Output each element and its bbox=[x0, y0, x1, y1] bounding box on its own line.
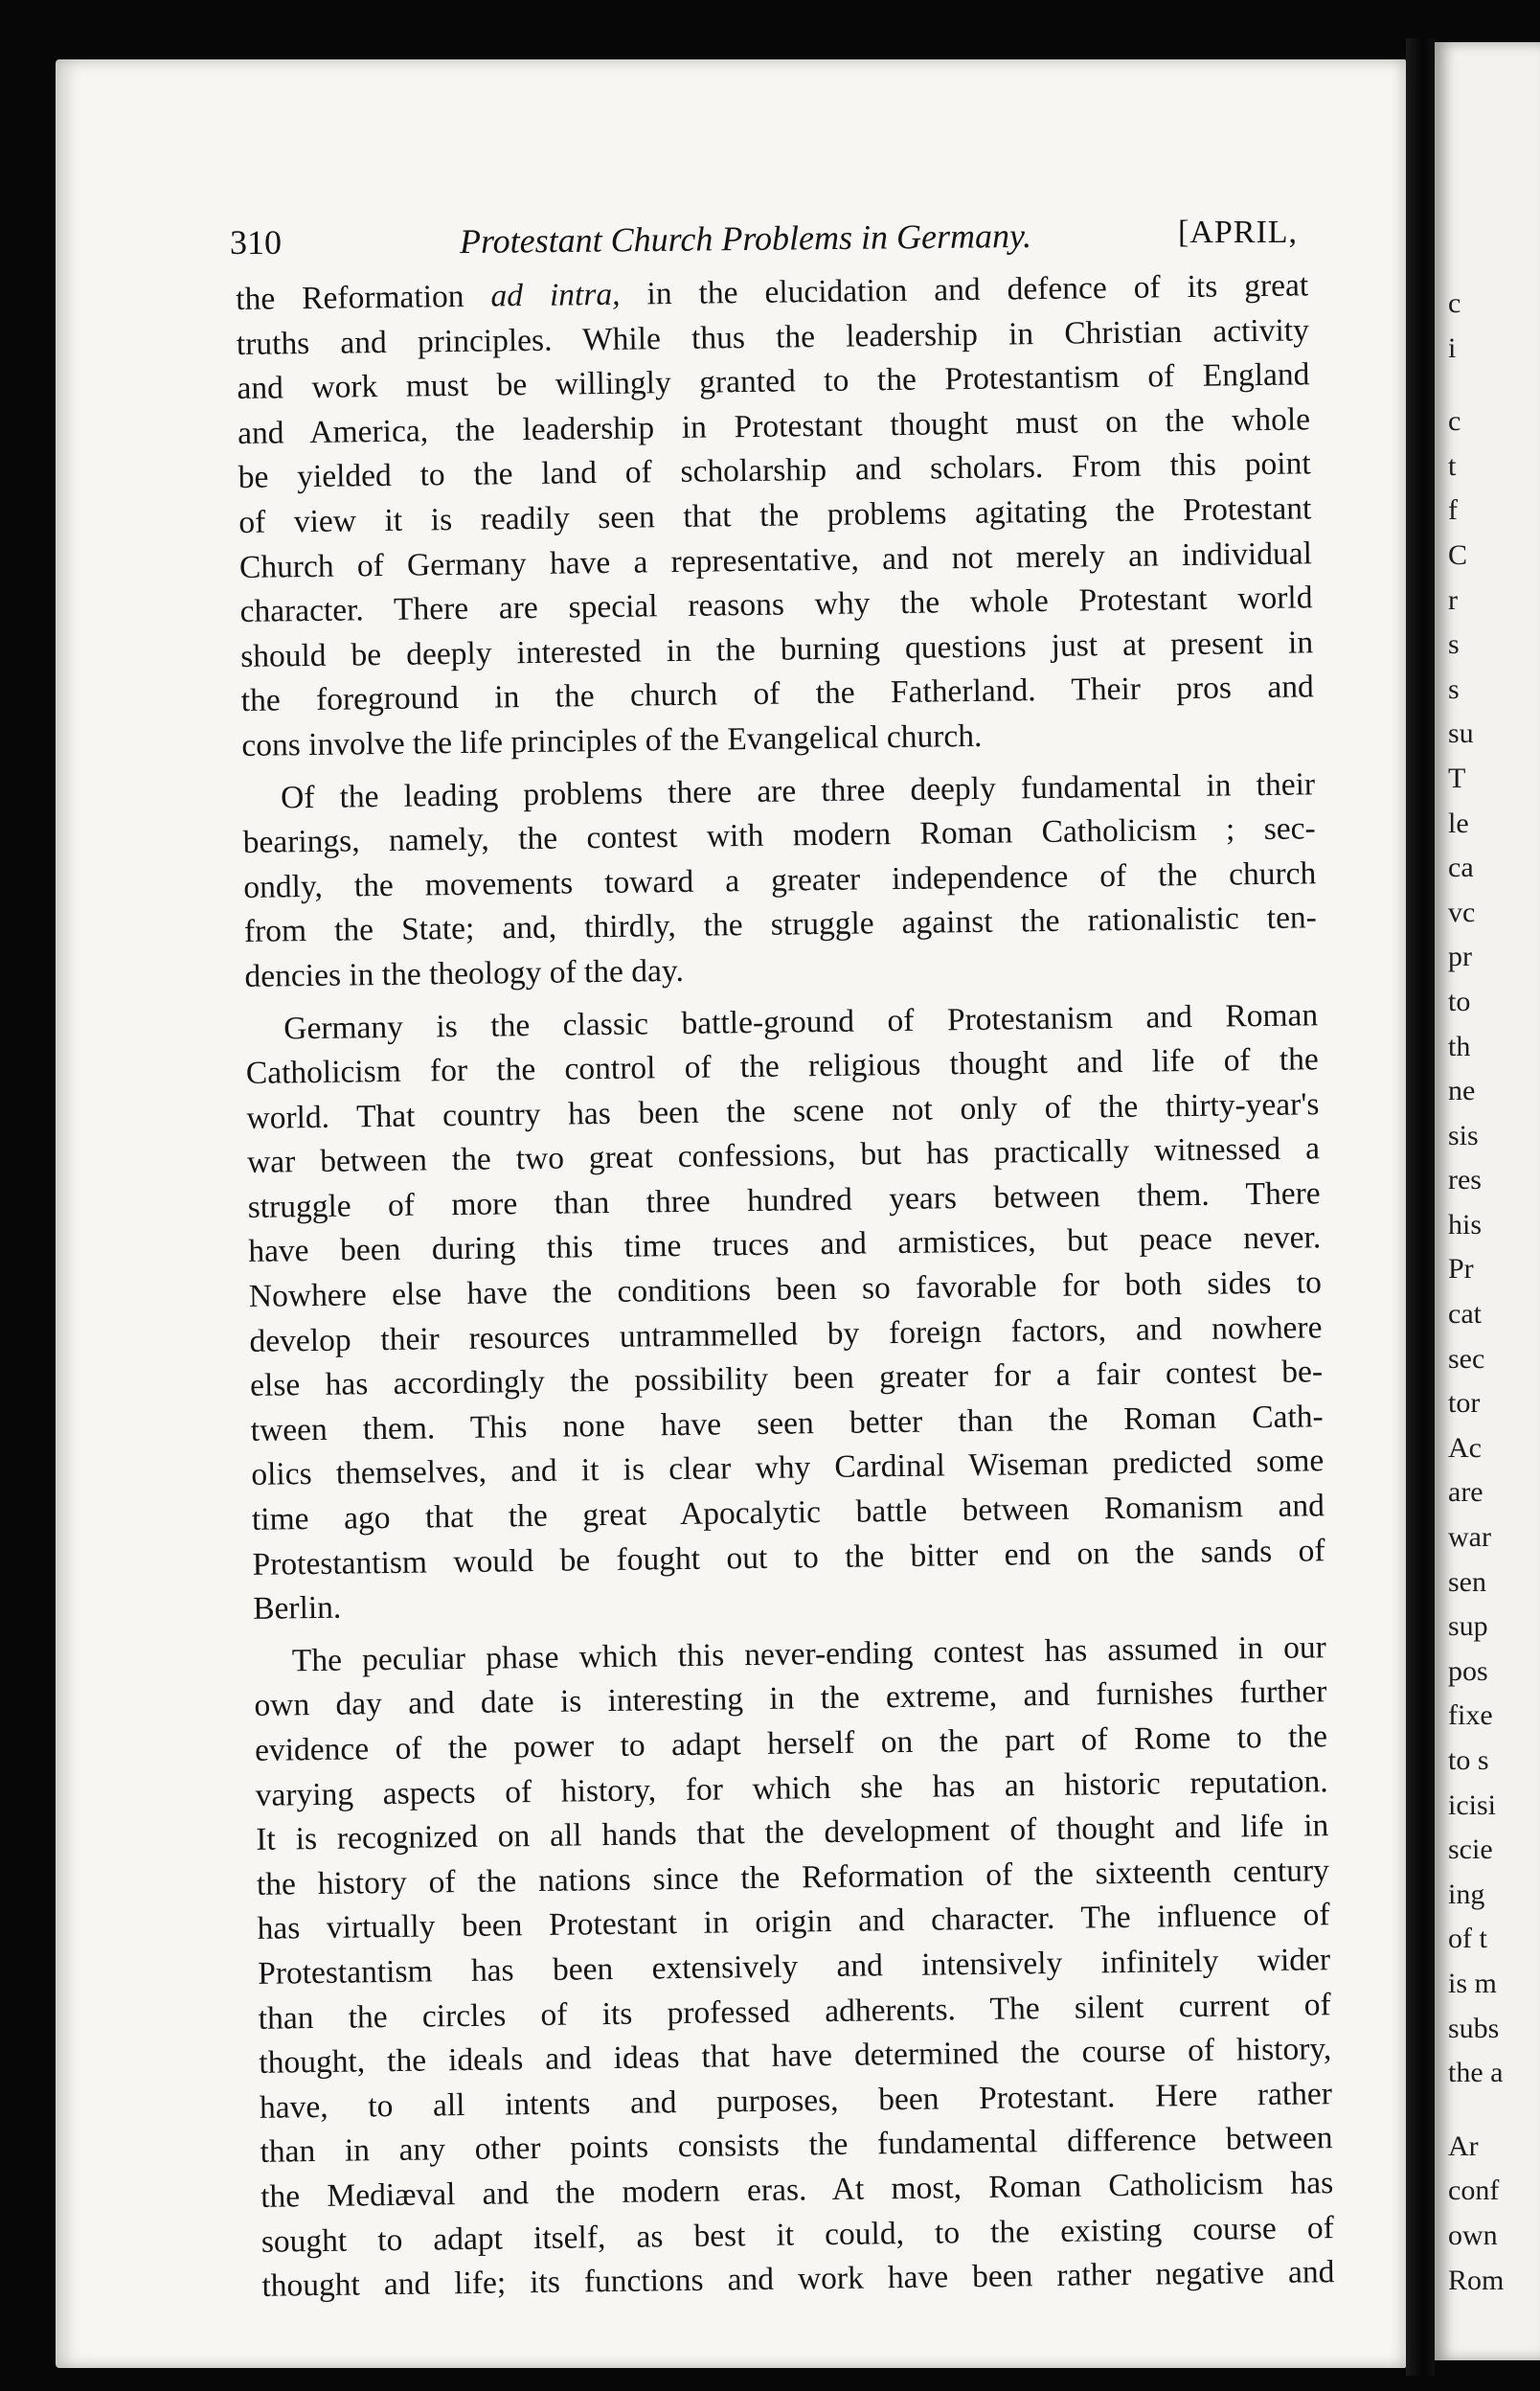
fragment: are bbox=[1448, 1476, 1483, 1509]
fragment: icisi bbox=[1448, 1788, 1496, 1821]
running-header bbox=[230, 213, 1322, 266]
text-line: of view it is readily seen that the problems agitating the Protestant bbox=[238, 490, 1312, 540]
text-line: than in any other points consists the fundamental difference between bbox=[260, 2120, 1333, 2171]
text-line: ondly, the movements toward a greater independence of the church bbox=[243, 855, 1317, 905]
fragment: tor bbox=[1448, 1387, 1481, 1420]
text-line: develop their resources untrammelled by foreign factors, and nowhere bbox=[249, 1309, 1323, 1359]
text-line: own day and date is interesting in the extreme, and furnishes further bbox=[254, 1674, 1327, 1724]
latin-phrase: ad intra, bbox=[490, 276, 621, 314]
fragment: sec bbox=[1448, 1342, 1485, 1375]
text-line: the Reformation ad intra, in the elucidation and defence of its great bbox=[236, 267, 1309, 317]
text-line: varying aspects of history, for which she has an historic reputation. bbox=[255, 1763, 1328, 1813]
facing-page-edge bbox=[1435, 42, 1540, 2360]
fragment: C bbox=[1448, 538, 1468, 571]
fragment: of t bbox=[1448, 1923, 1487, 1955]
fragment: Pr bbox=[1448, 1253, 1474, 1286]
fragment: subs bbox=[1448, 2012, 1500, 2044]
fragment: to bbox=[1448, 985, 1471, 1017]
text-line: thought, the ideals and ideas that have determined the course of history, bbox=[259, 2031, 1332, 2081]
text-line: world. That country has been the scene not only of the thirty-year's bbox=[246, 1085, 1320, 1136]
text-line: truths and principles. While thus the leadership in Christian activity bbox=[236, 311, 1310, 362]
fragment: res bbox=[1448, 1164, 1482, 1196]
book-gutter bbox=[1406, 38, 1435, 2376]
text-line: from the State; and, thirdly, the struggle against the rationalistic ten- bbox=[243, 899, 1318, 950]
text-line: and work must be willingly granted to the Protestantism of England bbox=[237, 356, 1310, 407]
fragment: su bbox=[1448, 717, 1474, 750]
fragment: pr bbox=[1448, 941, 1472, 973]
fragment: le bbox=[1448, 807, 1469, 839]
text-line: be yielded to the land of scholarship and scholars. From this point bbox=[238, 445, 1311, 496]
fragment: to s bbox=[1448, 1744, 1489, 1776]
fragment: ne bbox=[1448, 1075, 1476, 1107]
text-line: cons involve the life principles of the Evangelical church. bbox=[241, 717, 983, 763]
fragment: ca bbox=[1448, 852, 1474, 884]
section-label: [APRIL, bbox=[1178, 215, 1299, 250]
fragment: pos bbox=[1448, 1654, 1488, 1687]
text-line: time ago that the great Apocalytic battle between Romanism and bbox=[251, 1488, 1325, 1537]
body-text bbox=[236, 263, 1335, 2309]
fragment: s bbox=[1448, 672, 1460, 705]
fragment-gap bbox=[1448, 2096, 1540, 2125]
text-line: the foreground in the church of the Fatherland. Their pros and bbox=[240, 669, 1314, 719]
text-line: the Mediæval and the modern eras. At most, Roman Catholicism has bbox=[260, 2165, 1334, 2215]
fragment: his bbox=[1448, 1208, 1483, 1241]
text-line: Of the leading problems there are three deeply fundamental in their bbox=[280, 765, 1316, 815]
text-line: olics themselves, and it is clear why Cardinal Wiseman predicted some bbox=[251, 1443, 1325, 1493]
text-line: and America, the leadership in Protestant thought must on the whole bbox=[237, 401, 1311, 451]
text-line: thought and life; its functions and work have been rather negative and bbox=[261, 2254, 1335, 2304]
text-line: else has accordingly the possibility been greater for a fair contest be- bbox=[249, 1354, 1324, 1404]
fragment: T bbox=[1448, 762, 1466, 794]
text-line: It is recognized on all hands that the development of thought and life in bbox=[256, 1808, 1329, 1858]
fragment: sis bbox=[1448, 1119, 1479, 1151]
fragment: Ac bbox=[1448, 1431, 1482, 1464]
fragment: r bbox=[1448, 583, 1458, 616]
text-line: Protestantism would be fought out to the bitter end on the sands of bbox=[252, 1532, 1325, 1583]
fragment: war bbox=[1448, 1521, 1491, 1554]
text-line: struggle of more than three hundred years between them. There bbox=[247, 1175, 1321, 1225]
text-line: should be deeply interested in the burning questions just at present in bbox=[239, 625, 1314, 674]
text-line: Catholicism for the control of the religious thought and life of the bbox=[245, 1041, 1320, 1092]
fragment: conf bbox=[1448, 2175, 1500, 2207]
fragment: fixe bbox=[1448, 1699, 1493, 1732]
fragment: sen bbox=[1448, 1565, 1486, 1598]
fragment: is m bbox=[1448, 1967, 1497, 1999]
fragment: s bbox=[1448, 628, 1460, 661]
fragment: own bbox=[1448, 2219, 1498, 2251]
fragment: i bbox=[1448, 331, 1457, 364]
text-line: Protestantism has been extensively and intensively infinitely wider bbox=[257, 1942, 1331, 1992]
text-line: have, to all intents and purposes, been Protestant. Here rather bbox=[259, 2075, 1333, 2126]
fragment: vc bbox=[1448, 896, 1476, 928]
fragment: c bbox=[1448, 287, 1461, 319]
fragment: th bbox=[1448, 1030, 1471, 1062]
text-line: Germany is the classic battle-ground of Protestanism and Roman bbox=[283, 996, 1319, 1046]
fragment: cat bbox=[1448, 1298, 1482, 1331]
text-line: Church of Germany have a representative, and not merely an individual bbox=[238, 535, 1313, 585]
text-line: bearings, namely, the contest with modern Roman Catholicism ; sec- bbox=[242, 810, 1316, 861]
text-line: than the circles of its professed adherents. The silent current of bbox=[258, 1986, 1331, 2037]
fragment-gap bbox=[1448, 371, 1540, 399]
text-line: tween them. This none have seen better than the Roman Cath- bbox=[250, 1399, 1324, 1448]
text-line: has virtually been Protestant in origin and character. The influence of bbox=[257, 1897, 1330, 1947]
fragment: scie bbox=[1448, 1833, 1493, 1866]
fragment: t bbox=[1448, 449, 1457, 482]
text-line: war between the two great confessions, but has practically witnessed a bbox=[246, 1130, 1321, 1181]
text-line: The peculiar phase which this never-ending contest has assumed in our bbox=[291, 1629, 1327, 1679]
text-line: character. There are special reasons why the whole Protestant world bbox=[239, 580, 1313, 630]
text-line: Berlin. bbox=[252, 1589, 342, 1628]
fragment: f bbox=[1448, 494, 1458, 527]
facing-page-fragments bbox=[1448, 282, 1540, 2303]
text-line: have been during this time truces and armistices, but peace never. bbox=[248, 1219, 1322, 1270]
fragment: Rom bbox=[1448, 2264, 1505, 2296]
fragment: ing bbox=[1448, 1878, 1485, 1910]
fragment: Ar bbox=[1448, 2129, 1479, 2162]
text-line: Nowhere else have the conditions been so favorable for both sides to bbox=[248, 1264, 1323, 1314]
text-line: sought to adapt itself, as best it could, to the existing course of bbox=[260, 2209, 1334, 2260]
text-line: evidence of the power to adapt herself on the part of Rome to the bbox=[254, 1719, 1328, 1768]
page-number: 310 bbox=[230, 223, 282, 262]
fragment: c bbox=[1448, 405, 1461, 438]
fragment: the a bbox=[1448, 2057, 1504, 2089]
running-title: Protestant Church Problems in Germany. bbox=[459, 216, 1032, 262]
text-line: dencies in the theology of the day. bbox=[244, 952, 685, 994]
fragment: sup bbox=[1448, 1610, 1488, 1643]
text-line: the history of the nations since the Reformation of the sixteenth century bbox=[256, 1852, 1330, 1902]
